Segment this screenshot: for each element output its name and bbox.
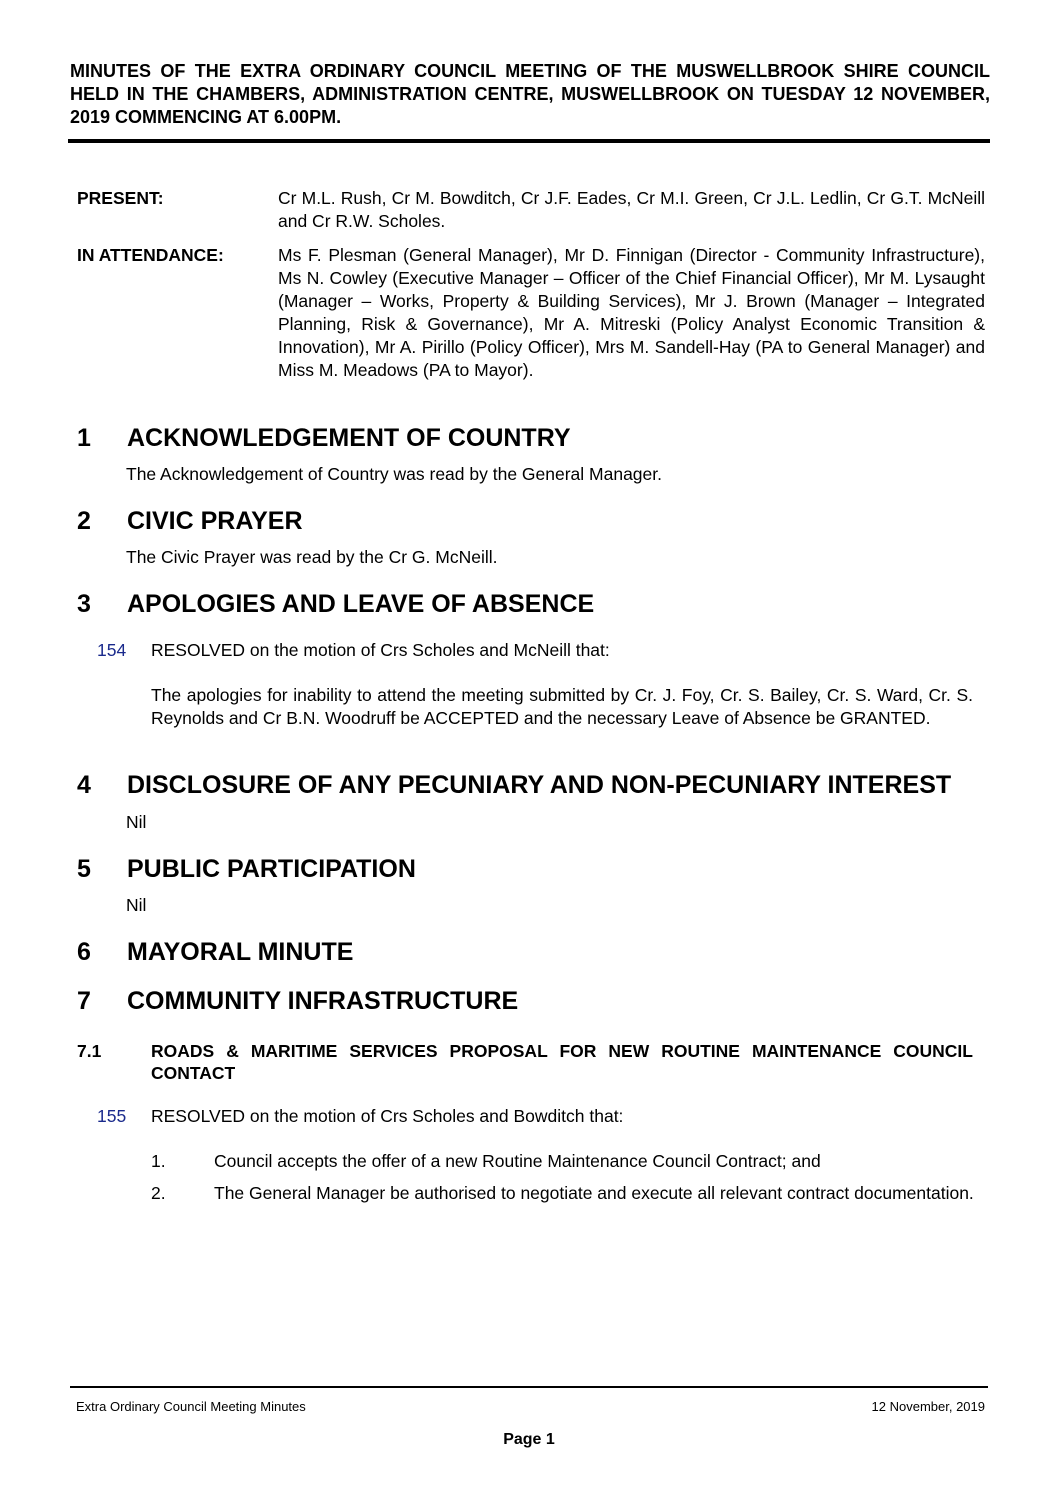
section-heading: APOLOGIES AND LEAVE OF ABSENCE <box>127 590 595 618</box>
section-number: 1 <box>77 424 91 452</box>
page-number: Page 1 <box>503 1431 555 1448</box>
present-text: Cr M.L. Rush, Cr M. Bowditch, Cr J.F. Eades, Cr M.I. Green, Cr J.L. Ledlin, Cr G.T. McNeill and Cr R.W. Scholes. <box>278 188 985 231</box>
subsection-heading: ROADS & MARITIME SERVICES PROPOSAL FOR NEW ROUTINE MAINTENANCE COUNCIL CONTACT <box>151 1041 973 1083</box>
section-heading: COMMUNITY INFRASTRUCTURE <box>127 987 519 1015</box>
section-text: The Acknowledgement of Country was read by the General Manager. <box>126 464 662 484</box>
section-number: 2 <box>77 507 91 535</box>
section-heading: MAYORAL MINUTE <box>127 938 354 966</box>
section-text: Nil <box>126 812 147 832</box>
section-text: The Civic Prayer was read by the Cr G. McNeill. <box>126 547 498 567</box>
subsection-number: 7.1 <box>77 1041 102 1061</box>
section-number: 5 <box>77 855 91 883</box>
list-item-number: 1. <box>151 1151 166 1171</box>
section-number: 4 <box>77 771 91 799</box>
in-attendance-label: IN ATTENDANCE: <box>77 245 224 265</box>
minutes-title: MINUTES OF THE EXTRA ORDINARY COUNCIL MEETING OF THE MUSWELLBROOK SHIRE COUNCIL HELD IN THE CHAMBERS, ADMINISTRATION CENTRE, MUSWELLBROOK ON TUESDAY 12 NOVEMBER, 2019 COMMENCING AT 6.00PM. <box>70 61 990 127</box>
section-heading: CIVIC PRAYER <box>127 507 303 535</box>
resolution-text: RESOLVED on the motion of Crs Scholes and McNeill that: <box>151 640 610 660</box>
section-heading: DISCLOSURE OF ANY PECUNIARY AND NON-PECUNIARY INTEREST <box>127 771 952 799</box>
section-number: 6 <box>77 938 91 966</box>
section-text: Nil <box>126 895 147 915</box>
section-heading: ACKNOWLEDGEMENT OF COUNTRY <box>127 424 571 452</box>
list-item-text: Council accepts the offer of a new Routine Maintenance Council Contract; and <box>214 1151 821 1171</box>
present-label: PRESENT: <box>77 188 164 208</box>
resolution-body: The apologies for inability to attend the meeting submitted by Cr. J. Foy, Cr. S. Bailey, Cr. S. Ward, Cr. S. Reynolds and Cr B.N. Woodruff be ACCEPTED and the necessary Leave of Absence be GRANTED. <box>151 685 973 728</box>
resolution-number: 154 <box>97 640 127 660</box>
in-attendance-text: Ms F. Plesman (General Manager), Mr D. Finnigan (Director - Community Infrastructure), Ms N. Cowley (Executive Manager – Officer of the Chief Financial Officer), Mr M. Lysaught (Manager – Works, Property & Building Services), Mr J. Brown (Manager – Integrated Planning, Risk & Governance), Mr A. Mitreski (Policy Analyst Economic Transition & Innovation), Mr A. Pirillo (Policy Officer), Mrs M. Sandell-Hay (PA to General Manager) and Miss M. Meadows (PA to Mayor). <box>278 245 985 380</box>
section-number: 3 <box>77 590 91 618</box>
header-divider <box>68 139 990 143</box>
footer-date: 12 November, 2019 <box>871 1399 985 1414</box>
section-heading: PUBLIC PARTICIPATION <box>127 855 416 883</box>
list-item-number: 2. <box>151 1183 166 1203</box>
resolution-text: RESOLVED on the motion of Crs Scholes and Bowditch that: <box>151 1106 624 1126</box>
footer-divider <box>70 1386 988 1388</box>
section-number: 7 <box>77 987 91 1015</box>
footer-document-name: Extra Ordinary Council Meeting Minutes <box>76 1399 306 1414</box>
resolution-number: 155 <box>97 1106 127 1126</box>
list-item-text: The General Manager be authorised to negotiate and execute all relevant contract documentation. <box>214 1183 974 1203</box>
